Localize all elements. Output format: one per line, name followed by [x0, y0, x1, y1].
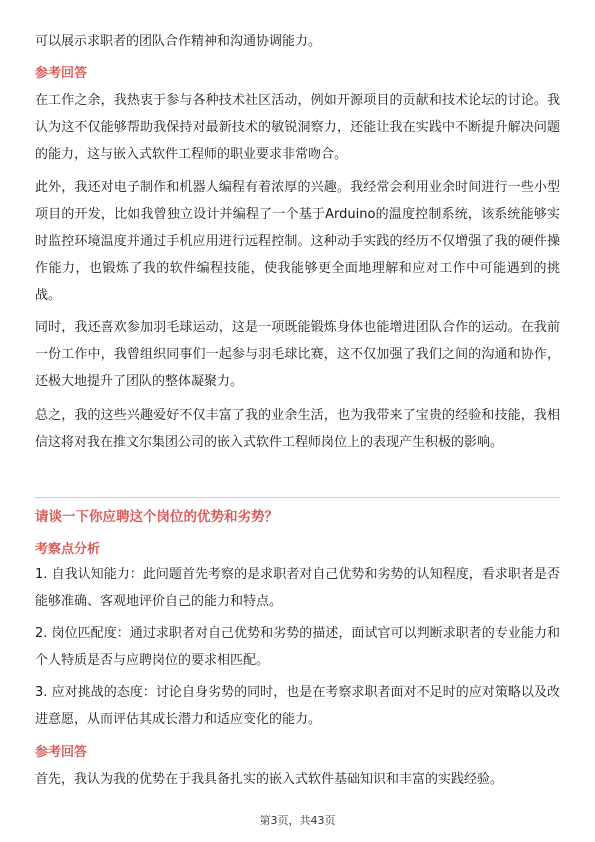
section-divider	[35, 497, 560, 498]
answer1-paragraph-3: 同时，我还喜欢参加羽毛球运动，这是一项既能锻炼身体也能增进团队合作的运动。在我前一份工作中，我曾组织同事们一起参与羽毛球比赛，这不仅加强了我们之间的沟通和协作，还极大地提升了团队的整体凝聚力。	[35, 320, 560, 389]
question-title: 请谈一下你应聘这个岗位的优势和劣势？	[35, 509, 278, 525]
answer1-paragraph-1: 在工作之余，我热衷于参与各种技术社区活动，例如开源项目的贡献和技术论坛的讨论。我认为这不仅能够帮助我保持对最新技术的敏锐洞察力，还能让我在实践中不断提升解决问题的能力，这与嵌入式软件工程师的职业要求非常吻合。	[35, 93, 560, 162]
answer-label-1: 参考回答	[35, 66, 88, 81]
answer1-paragraph-4: 总之，我的这些兴趣爱好不仅丰富了我的业余生活，也为我带来了宝贵的经验和技能，我相信这将对我在推文尔集团公司的嵌入式软件工程师岗位上的表现产生积极的影响。	[35, 408, 560, 450]
intro-line: 可以展示求职者的团队合作精神和沟通协调能力。	[35, 34, 322, 49]
page-footer: 第3页，共43页	[259, 814, 336, 827]
answer1-paragraph-2: 此外，我还对电子制作和机器人编程有着浓厚的兴趣。我经常会利用业余时间进行一些小型项目的开发，比如我曾独立设计并编程了一个基于Arduino的温度控制系统，该系统能够实时监控环境温度并通过手机应用进行远程控制。这种动手实践的经历不仅增强了我的硬件操作能力，也锻炼了我的软件编程技能，使我能够更全面地理解和应对工作中可能遇到的挑战。	[35, 180, 560, 303]
analysis-item-2: 2. 岗位匹配度：通过求职者对自己优势和劣势的描述，面试官可以判断求职者的专业能力和个人特质是否与应聘岗位的要求相匹配。	[35, 626, 560, 668]
analysis-item-1: 1. 自我认知能力：此问题首先考察的是求职者对自己优势和劣势的认知程度，看求职者是否能够准确、客观地评价自己的能力和特点。	[35, 567, 560, 609]
answer-label-2: 参考回答	[35, 745, 88, 760]
analysis-label: 考察点分析	[35, 542, 101, 557]
analysis-item-3: 3. 应对挑战的态度：讨论自身劣势的同时，也是在考察求职者面对不足时的应对策略以及改进意愿，从而评估其成长潜力和适应变化的能力。	[35, 685, 560, 727]
answer2-first-line: 首先，我认为我的优势在于我具备扎实的嵌入式软件基础知识和丰富的实践经验。	[35, 772, 504, 787]
